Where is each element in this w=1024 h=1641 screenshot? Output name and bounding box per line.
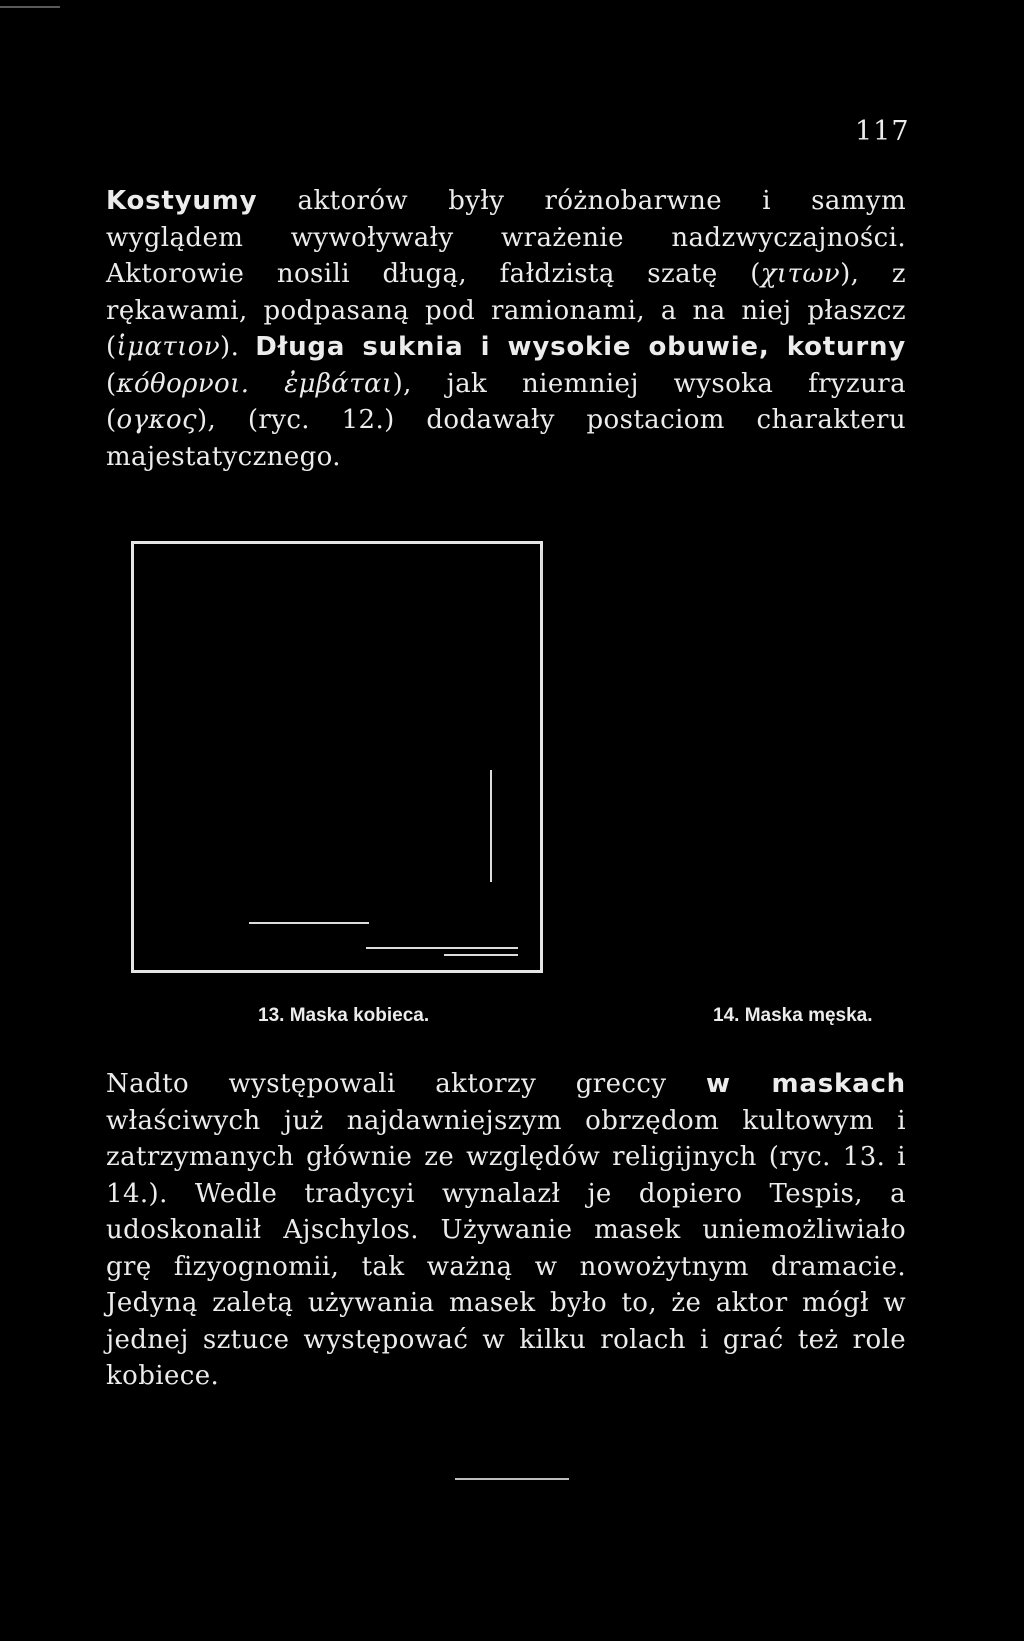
- caption-female-mask: 13. Maska kobieca.: [258, 1005, 430, 1026]
- bottom-rule: [455, 1478, 569, 1480]
- mask-figure: [131, 541, 543, 973]
- caption-male-mask: 14. Maska męska.: [713, 1005, 873, 1026]
- greek-term-chiton: χιτων: [760, 259, 841, 289]
- paragraph-text: Nadto występowali aktorzy greccy: [106, 1069, 706, 1099]
- page-number: 117: [855, 116, 910, 147]
- figure-tick-right: [541, 550, 543, 600]
- paragraph-text: ), (ryc. 12.) dodawały postaciom charakteru majestatycznego.: [106, 405, 906, 472]
- figure-horizontal-line: [366, 947, 518, 949]
- paragraph-text: ).: [220, 332, 256, 362]
- figure-horizontal-line: [249, 922, 369, 924]
- paragraph-masks: [106, 1066, 906, 1395]
- paragraph-text: aktorów były różnobarwne i samym wyglądem wywoływały wrażenie nadzwyczajności. Aktorowie nosili długą, fałdzistą szatę (: [106, 186, 906, 289]
- paragraph-text: ), z rękawami, podpasaną pod ramionami, a na niej płaszcz (: [106, 259, 906, 362]
- scan-edge-mark: [0, 6, 60, 8]
- paragraph-text: ), jak niemniej wysoka fryzura (: [106, 368, 906, 435]
- bold-term-w-maskach: w maskach: [705, 1069, 906, 1099]
- greek-term-himation: ἱματιον: [116, 332, 221, 362]
- paragraph-costumes: [106, 183, 906, 475]
- bold-term-kostyumy: Kostyumy: [106, 186, 258, 216]
- figure-horizontal-line: [444, 954, 518, 956]
- bold-term-dluga-suknia: Długa suknia i wysokie obuwie, koturny: [255, 332, 907, 362]
- paragraph-text: właściwych już najdawniejszym obrzędom kultowym i zatrzymanych głównie ze względów religijnych (ryc. 13. i 14.). Wedle tradycyi wynalazł je dopiero Tespis, a udoskonalił Ajschylos. Używanie masek uniemożliwiało grę fizyognomii, tak ważną w nowożytnym dramacie. Jedyną zaletą używania masek było to, że aktor mógł w jednej sztuce występować w kilku rolach i grać też role kobiece.: [106, 1105, 906, 1391]
- greek-term-kothornoi: κόθορνοι. ἐμβάται: [116, 368, 393, 399]
- paragraph-text: (: [106, 368, 117, 399]
- figure-vertical-line: [490, 770, 492, 882]
- greek-term-onkos: ογκος: [116, 405, 198, 435]
